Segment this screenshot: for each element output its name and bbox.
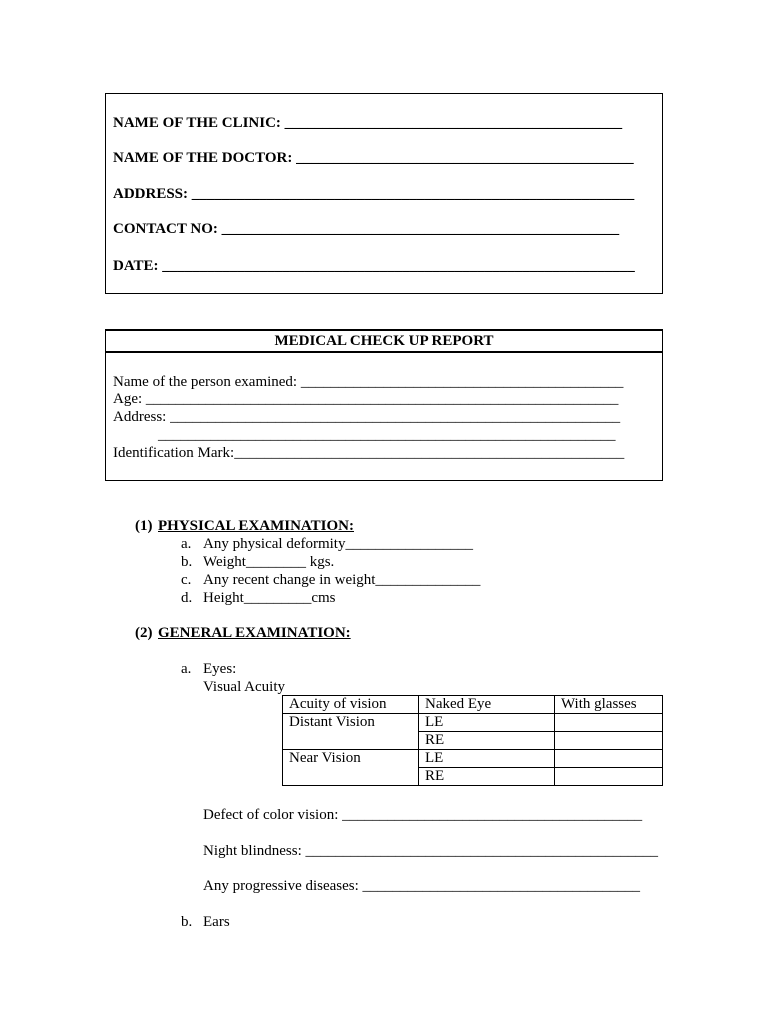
night-blindness-field[interactable]: Night blindness: _______________________________________________ <box>203 843 659 859</box>
physical-exam-number: (1) <box>135 518 153 534</box>
report-title-divider <box>105 351 663 353</box>
list-item-marker: b. <box>181 914 193 930</box>
color-vision-defect-field[interactable]: Defect of color vision: ________________________________________ <box>203 807 643 823</box>
table-row <box>283 714 663 732</box>
doctor-name-field[interactable]: NAME OF THE DOCTOR: _____________________________________________ <box>113 150 634 166</box>
person-address-line2[interactable]: _____________________________________________________________ <box>158 427 616 443</box>
table-header-cell: Naked Eye <box>419 696 555 714</box>
person-address-field[interactable]: Address: ____________________________________________________________ <box>113 409 621 425</box>
table-cell: LE <box>419 750 555 768</box>
report-title: MEDICAL CHECK UP REPORT <box>274 333 494 349</box>
table-row <box>283 750 663 768</box>
physical-exam-heading: PHYSICAL EXAMINATION: <box>158 518 354 534</box>
eyes-label: Eyes: <box>203 661 237 677</box>
contact-no-field[interactable]: CONTACT NO: _____________________________________________________ <box>113 221 620 237</box>
general-exam-heading: GENERAL EXAMINATION: <box>158 625 351 641</box>
table-header-cell: With glasses <box>555 696 663 714</box>
table-cell-input[interactable] <box>555 768 663 786</box>
visual-acuity-table <box>282 695 663 786</box>
table-cell: Near Vision <box>283 750 419 768</box>
list-item-marker: a. <box>181 661 192 677</box>
table-cell <box>283 732 419 750</box>
table-cell <box>283 768 419 786</box>
table-cell-input[interactable] <box>555 732 663 750</box>
table-row <box>283 768 663 786</box>
table-cell: RE <box>419 768 555 786</box>
list-item-marker: c. <box>181 572 192 588</box>
clinic-name-field[interactable]: NAME OF THE CLINIC: _____________________________________________ <box>113 115 623 131</box>
height-field[interactable]: Height_________cms <box>203 590 336 606</box>
table-header-cell: Acuity of vision <box>283 696 419 714</box>
list-item-marker: d. <box>181 590 193 606</box>
person-name-field[interactable]: Name of the person examined: ___________________________________________ <box>113 374 624 390</box>
table-cell: RE <box>419 732 555 750</box>
ears-label: Ears <box>203 914 230 930</box>
physical-deformity-field[interactable]: Any physical deformity_________________ <box>203 536 473 552</box>
list-item-marker: a. <box>181 536 192 552</box>
identification-mark-field[interactable]: Identification Mark:____________________________________________________ <box>113 445 625 461</box>
general-exam-number: (2) <box>135 625 153 641</box>
table-cell: LE <box>419 714 555 732</box>
clinic-address-field[interactable]: ADDRESS: ___________________________________________________________ <box>113 186 635 202</box>
table-header-row <box>283 696 663 714</box>
table-cell: Distant Vision <box>283 714 419 732</box>
table-cell-input[interactable] <box>555 714 663 732</box>
progressive-diseases-field[interactable]: Any progressive diseases: _____________________________________ <box>203 878 641 894</box>
table-cell-input[interactable] <box>555 750 663 768</box>
date-field[interactable]: DATE: _______________________________________________________________ <box>113 258 635 274</box>
weight-field[interactable]: Weight________ kgs. <box>203 554 335 570</box>
age-field[interactable]: Age: _______________________________________________________________ <box>113 391 619 407</box>
weight-change-field[interactable]: Any recent change in weight______________ <box>203 572 481 588</box>
table-row <box>283 732 663 750</box>
list-item-marker: b. <box>181 554 193 570</box>
visual-acuity-label: Visual Acuity <box>203 679 286 695</box>
